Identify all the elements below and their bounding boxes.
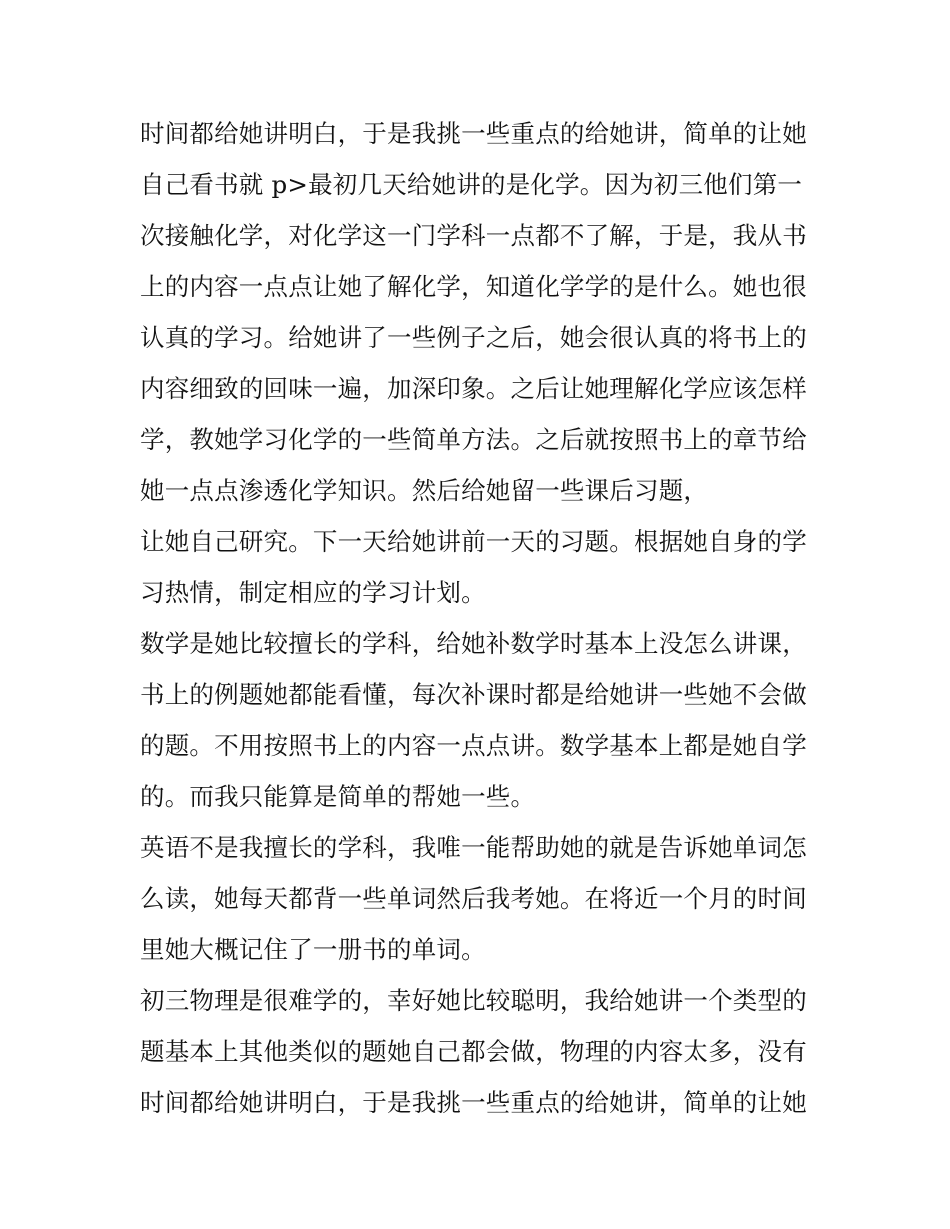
- text-line: 初三物理是很难学的，幸好她比较聪明，我给她讲一个类型的: [140, 986, 807, 1015]
- text-line: 时间都给她讲明白，于是我挑一些重点的给她讲，简单的让她: [140, 1088, 807, 1117]
- text-line: 数学是她比较擅长的学科，给她补数学时基本上没怎么讲课，: [140, 629, 807, 658]
- text-line: 题基本上其他类似的题她自己都会做，物理的内容太多，没有: [140, 1037, 807, 1066]
- text-line: 让她自己研究。下一天给她讲前一天的习题。根据她自身的学: [140, 527, 807, 556]
- text-line: 认真的学习。给她讲了一些例子之后，她会很认真的将书上的: [140, 323, 807, 352]
- text-line: 里她大概记住了一册书的单词。: [140, 935, 486, 964]
- text-line: 么读，她每天都背一些单词然后我考她。在将近一个月的时间: [140, 884, 807, 913]
- text-line: 学，教她学习化学的一些简单方法。之后就按照书上的章节给: [140, 425, 807, 454]
- text-line: 次接触化学，对化学这一门学科一点都不了解，于是，我从书: [140, 221, 807, 250]
- text-line: 的。而我只能算是简单的帮她一些。: [140, 782, 536, 811]
- text-line: 英语不是我擅长的学科，我唯一能帮助她的就是告诉她单词怎: [140, 833, 807, 862]
- text-line: 自己看书就 p>最初几天给她讲的是化学。因为初三他们第一: [140, 170, 803, 199]
- text-line: 习热情，制定相应的学习计划。: [140, 578, 486, 607]
- text-line: 的题。不用按照书上的内容一点点讲。数学基本上都是她自学: [140, 731, 807, 760]
- document-body: [140, 108, 820, 1128]
- text-line: 内容细致的回味一遍，加深印象。之后让她理解化学应该怎样: [140, 374, 807, 403]
- text-line: 她一点点渗透化学知识。然后给她留一些课后习题，: [140, 476, 709, 505]
- text-line: 上的内容一点点让她了解化学，知道化学学的是什么。她也很: [140, 272, 807, 301]
- text-line: 时间都给她讲明白，于是我挑一些重点的给她讲，简单的让她: [140, 119, 807, 148]
- text-line: 书上的例题她都能看懂，每次补课时都是给她讲一些她不会做: [140, 680, 807, 709]
